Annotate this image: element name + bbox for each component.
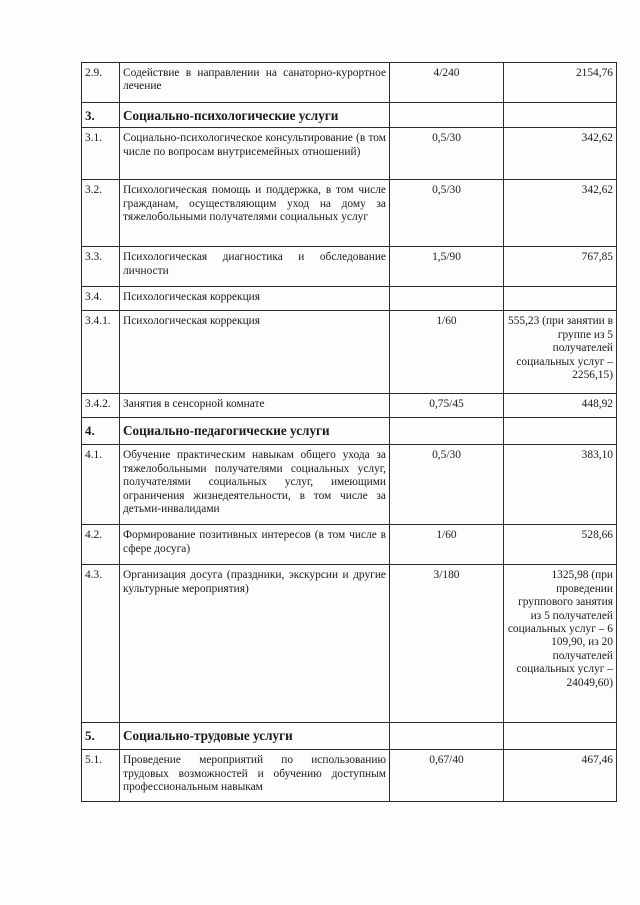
service-name: Содействие в направлении на санаторно-курортное лечение: [120, 63, 390, 103]
table-row: [82, 63, 617, 103]
section-number: 4.: [82, 418, 120, 445]
table-row: [82, 394, 617, 418]
service-name: Проведение мероприятий по использованию трудовых возможностей и обучению доступным профессиональным навыкам: [120, 750, 390, 802]
service-time: 0,75/45: [390, 394, 504, 418]
service-time: 1/60: [390, 525, 504, 565]
section-number: 3.: [82, 103, 120, 128]
service-price: 448,92: [504, 394, 617, 418]
row-number: 5.1.: [82, 750, 120, 802]
service-time: 0,5/30: [390, 128, 504, 180]
row-number: 3.1.: [82, 128, 120, 180]
service-name: Психологическая коррекция: [120, 311, 390, 394]
service-price: 528,66: [504, 525, 617, 565]
row-number: 4.2.: [82, 525, 120, 565]
service-time: 0,5/30: [390, 445, 504, 525]
row-number: 4.1.: [82, 445, 120, 525]
table-row: [82, 247, 617, 287]
services-tariff-table: [81, 62, 617, 802]
service-price: [504, 287, 617, 311]
table-row: [82, 445, 617, 525]
table-row: [82, 525, 617, 565]
service-price: 767,85: [504, 247, 617, 287]
service-name: Формирование позитивных интересов (в том числе в сфере досуга): [120, 525, 390, 565]
service-price: 467,46: [504, 750, 617, 802]
row-number: 3.3.: [82, 247, 120, 287]
table-row: [82, 750, 617, 802]
service-price: 383,10: [504, 445, 617, 525]
service-name: Социально-психологическое консультирование (в том числе по вопросам внутрисемейных отношений): [120, 128, 390, 180]
section-title: Социально-психологические услуги: [120, 103, 390, 128]
service-price: 555,23 (при занятии в группе из 5 получателей социальных услуг – 2256,15): [504, 311, 617, 394]
service-price: 342,62: [504, 180, 617, 247]
section-title: Социально-педагогические услуги: [120, 418, 390, 445]
table-row: [82, 180, 617, 247]
row-number: 4.3.: [82, 565, 120, 723]
row-number: 2.9.: [82, 63, 120, 103]
service-price: 2154,76: [504, 63, 617, 103]
service-name: Обучение практическим навыкам общего ухода за тяжелобольными получателями социальных услуг, получателями социальных услуг, имеющими ограничения жизнедеятельности, в том числе за детьми-инвалидами: [120, 445, 390, 525]
service-time: 0,67/40: [390, 750, 504, 802]
service-time: 1,5/90: [390, 247, 504, 287]
table-row: [82, 311, 617, 394]
table-row: [82, 128, 617, 180]
section-number: 5.: [82, 723, 120, 750]
service-time: 1/60: [390, 311, 504, 394]
service-name: Психологическая помощь и поддержка, в том числе гражданам, осуществляющим уход на дому за тяжелобольными получателями социальных услуг: [120, 180, 390, 247]
service-price: 342,62: [504, 128, 617, 180]
table-row: [82, 287, 617, 311]
row-number: 3.2.: [82, 180, 120, 247]
row-number: 3.4.2.: [82, 394, 120, 418]
row-number: 3.4.: [82, 287, 120, 311]
section-row: [82, 418, 617, 445]
service-time: [390, 287, 504, 311]
service-name: Психологическая диагностика и обследование личности: [120, 247, 390, 287]
section-row: [82, 103, 617, 128]
service-name: Психологическая коррекция: [120, 287, 390, 311]
table-row: [82, 565, 617, 723]
section-title: Социально-трудовые услуги: [120, 723, 390, 750]
service-price: 1325,98 (при проведении группового занятия из 5 получателей социальных услуг – 6 109,90, из 20 получателей социальных услуг – 24049,60): [504, 565, 617, 723]
service-time: 0,5/30: [390, 180, 504, 247]
service-name: Занятия в сенсорной комнате: [120, 394, 390, 418]
service-time: 3/180: [390, 565, 504, 723]
section-row: [82, 723, 617, 750]
service-time: 4/240: [390, 63, 504, 103]
service-name: Организация досуга (праздники, экскурсии и другие культурные мероприятия): [120, 565, 390, 723]
row-number: 3.4.1.: [82, 311, 120, 394]
